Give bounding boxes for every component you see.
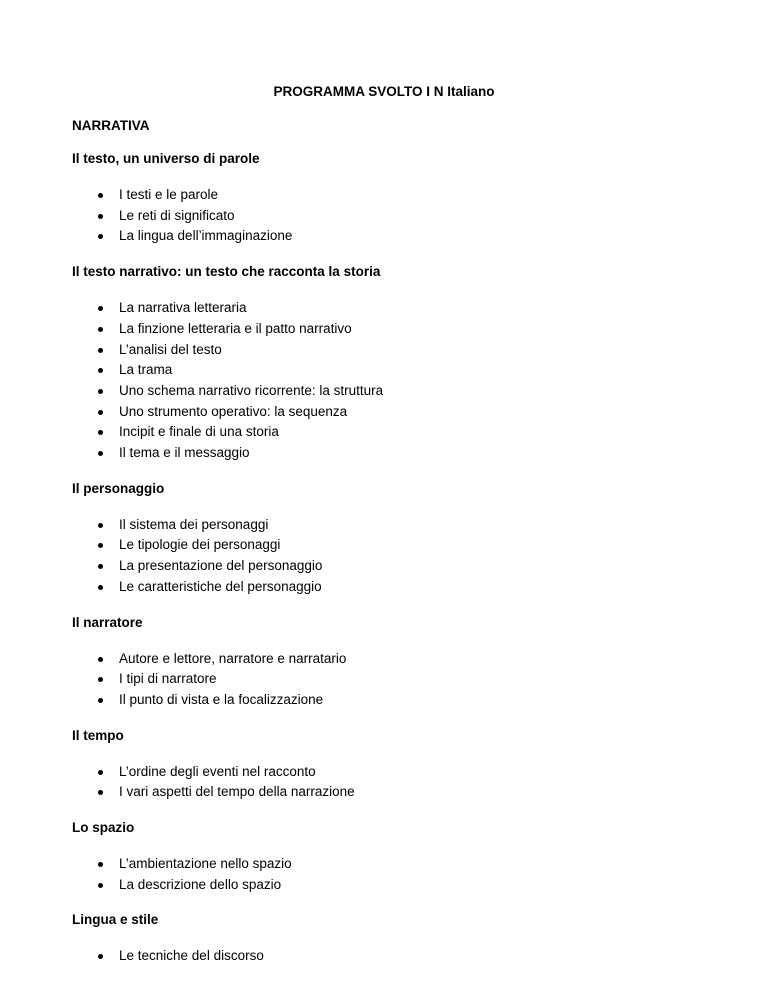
list-item-text: Il punto di vista e la focalizzazione [119, 691, 324, 707]
bullet-list [72, 762, 696, 803]
list-item-text: La trama [119, 362, 173, 378]
section-3 [72, 615, 696, 711]
bullet-list [72, 649, 696, 711]
bullet-icon [98, 389, 103, 394]
list-item-text: L’analisi del testo [119, 341, 222, 357]
bullet-icon [98, 410, 103, 415]
list-item [72, 556, 696, 577]
list-item [72, 669, 696, 690]
bullet-icon [98, 698, 103, 703]
list-item-text: La narrativa letteraria [119, 300, 247, 316]
list-item [72, 690, 696, 711]
list-item-text: L’ordine degli eventi nel racconto [119, 763, 316, 779]
bullet-icon [98, 954, 103, 959]
list-item [72, 649, 696, 670]
list-item [72, 381, 696, 402]
list-item [72, 206, 696, 227]
list-item-text: Le tipologie dei personaggi [119, 537, 281, 553]
list-item [72, 443, 696, 464]
bullet-list [72, 298, 696, 464]
section-title: Lingua e stile [72, 912, 159, 928]
list-item [72, 762, 696, 783]
bullet-icon [98, 677, 103, 682]
list-item [72, 185, 696, 206]
list-item [72, 402, 696, 423]
bullet-icon [98, 214, 103, 219]
list-item [72, 782, 696, 803]
section-6 [72, 912, 696, 967]
bullet-icon [98, 430, 103, 435]
bullet-list [72, 946, 696, 967]
bullet-list [72, 185, 696, 247]
section-heading-narrativa: NARRATIVA [72, 118, 150, 133]
section-0 [72, 151, 696, 247]
list-item-text: I vari aspetti del tempo della narrazione [119, 784, 355, 800]
list-item-text: Le reti di significato [119, 207, 235, 223]
list-item-text: Il sistema dei personaggi [119, 516, 269, 532]
bullet-icon [98, 523, 103, 528]
section-title: Il testo, un universo di parole [72, 151, 260, 166]
bullet-icon [98, 585, 103, 590]
list-item-text: Autore e lettore, narratore e narratario [119, 650, 347, 666]
bullet-icon [98, 193, 103, 198]
list-item-text: I testi e le parole [119, 187, 219, 202]
list-item [72, 515, 696, 536]
section-5 [72, 820, 696, 895]
list-item-text: La descrizione dello spazio [119, 876, 282, 892]
section-title: Lo spazio [72, 820, 135, 836]
section-title: Il personaggio [72, 480, 165, 496]
list-item [72, 875, 696, 896]
section-2 [72, 481, 696, 598]
bullet-icon [98, 770, 103, 775]
bullet-icon [98, 348, 103, 353]
list-item-text: L’ambientazione nello spazio [119, 856, 292, 872]
list-item-text: Uno strumento operativo: la sequenza [119, 403, 348, 419]
list-item-text: La lingua dell’immaginazione [119, 228, 293, 244]
bullet-icon [98, 543, 103, 548]
section-title: Il narratore [72, 614, 143, 630]
bullet-icon [98, 368, 103, 373]
list-item-text: I tipi di narratore [119, 671, 217, 687]
bullet-icon [98, 657, 103, 662]
bullet-icon [98, 234, 103, 239]
list-item [72, 298, 696, 319]
document-title: PROGRAMMA SVOLTO I N Italiano [273, 84, 495, 99]
list-item [72, 577, 696, 598]
list-item-text: Incipit e finale di una storia [119, 424, 279, 440]
list-item-text: Le caratteristiche del personaggio [119, 578, 322, 594]
sections-container [72, 151, 696, 967]
bullet-icon [98, 451, 103, 456]
list-item [72, 854, 696, 875]
list-item [72, 360, 696, 381]
list-item [72, 946, 696, 967]
list-item [72, 535, 696, 556]
list-item [72, 319, 696, 340]
bullet-icon [98, 790, 103, 795]
list-item-text: La presentazione del personaggio [119, 558, 323, 574]
list-item-text: Le tecniche del discorso [119, 948, 264, 964]
section-title: Il tempo [72, 727, 124, 743]
bullet-icon [98, 883, 103, 888]
bullet-icon [98, 306, 103, 311]
section-4 [72, 728, 696, 803]
list-item-text: Il tema e il messaggio [119, 445, 250, 461]
list-item-text: Uno schema narrativo ricorrente: la struttura [119, 382, 384, 398]
bullet-icon [98, 862, 103, 867]
bullet-list [72, 515, 696, 598]
section-1 [72, 264, 696, 464]
document-page [72, 84, 696, 984]
list-item [72, 340, 696, 361]
list-item-text: La finzione letteraria e il patto narrativo [119, 320, 352, 336]
bullet-icon [98, 564, 103, 569]
bullet-icon [98, 327, 103, 332]
list-item [72, 422, 696, 443]
list-item [72, 226, 696, 247]
bullet-list [72, 854, 696, 895]
section-title: Il testo narrativo: un testo che racconta la storia [72, 264, 381, 280]
